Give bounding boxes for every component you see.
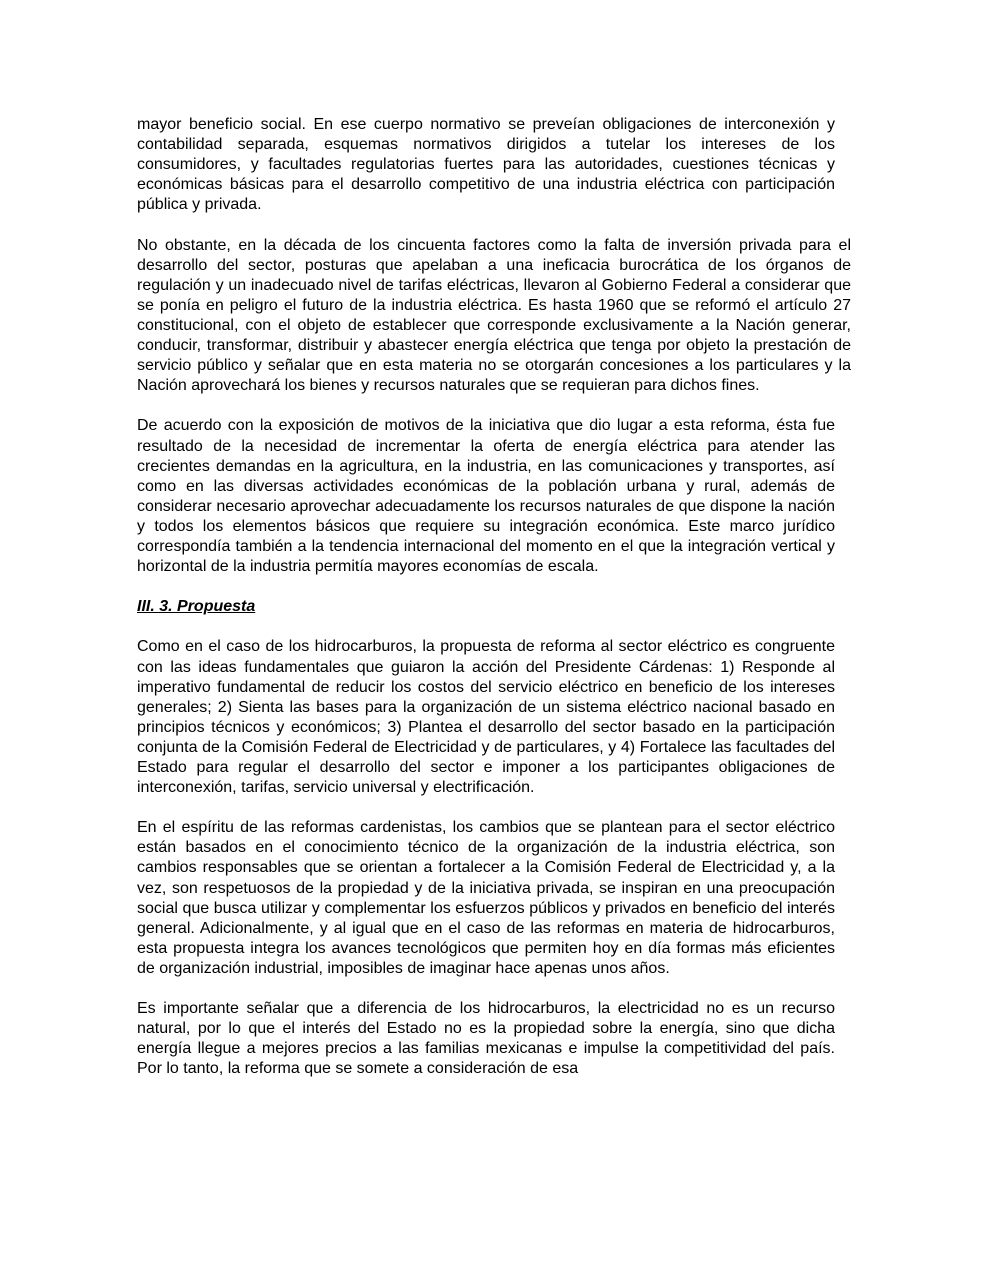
paragraph-electricidad: Es importante señalar que a diferencia de los hidrocarburos, la electricidad no es un recurso natural, por lo que el interés del Estado no es la propiedad sobre la energía, sino que dicha energía llegue a mejores precios a las familias mexicanas e impulse la competitividad del país. Por lo tanto, la reforma que se somete a consideración de esa	[137, 1000, 835, 1078]
paragraph-exposicion-motivos: De acuerdo con la exposición de motivos de la iniciativa que dio lugar a esta reforma, ésta fue resultado de la necesidad de incrementar la oferta de energía eléctrica para atender las crecientes demandas en la agricultura, en la industria, en las comunicaciones y transportes, así como en las diversas actividades económicas de la población urbana y rural, además de considerar necesario aprovechar adecuadamente los recursos naturales de que dispone la nación y todos los elementos básicos que requiere su integración económica. Este marco jurídico correspondía también a la tendencia internacional del momento en el que la integración vertical y horizontal de la industria permitía mayores economías de escala.	[137, 417, 835, 576]
paragraph-no-obstante: No obstante, en la década de los cincuenta factores como la falta de inversión privada para el desarrollo del sector, posturas que apelaban a una ineficacia burocrática de los órganos de regulación y un inadecuado nivel de tarifas eléctricas, llevaron al Gobierno Federal a considerar que se ponía en peligro el futuro de la industria eléctrica. Es hasta 1960 que se reformó el artículo 27 constitucional, con el objeto de establecer que corresponde exclusivamente a la Nación generar, conducir, transformar, distribuir y abastecer energía eléctrica que tenga por objeto la prestación de servicio público y señalar que en esta materia no se otorgarán concesiones a los particulares y la Nación aprovechará los bienes y recursos naturales que se requieran para dichos fines.	[137, 236, 851, 395]
paragraph-hidrocarburos: Como en el caso de los hidrocarburos, la propuesta de reforma al sector eléctrico es congruente con las ideas fundamentales que guiaron la acción del Presidente Cárdenas: 1) Responde al imperativo fundamental de reducir los costos del servicio eléctrico en beneficio de los intereses generales; 2) Sienta las bases para la organización de un sistema eléctrico nacional basado en principios técnicos y económicos; 3) Plantea el desarrollo del sector basado en la participación conjunta de la Comisión Federal de Electricidad y de particulares, y 4) Fortalece las facultades del Estado para regular el desarrollo del sector e imponer a los participantes obligaciones de interconexión, tarifas, servicio universal y electrificación.	[137, 638, 835, 797]
section-heading-propuesta: III. 3. Propuesta	[137, 598, 256, 616]
paragraph-beneficio-social: mayor beneficio social. En ese cuerpo normativo se preveían obligaciones de interconexión y contabilidad separada, esquemas normativos dirigidos a tutelar los intereses de los consumidores, y facultades regulatorias fuertes para las autoridades, cuestiones técnicas y económicas básicas para el desarrollo competitivo de una industria eléctrica con participación pública y privada.	[137, 116, 835, 214]
document-body	[137, 115, 851, 1100]
paragraph-reformas-cardenistas: En el espíritu de las reformas cardenistas, los cambios que se plantean para el sector eléctrico están basados en el conocimiento técnico de la organización de la industria eléctrica, son cambios responsables que se orientan a fortalecer a la Comisión Federal de Electricidad y, a la vez, son respetuosos de la propiedad y de la iniciativa privada, se inspiran en una preocupación social que busca utilizar y complementar los esfuerzos públicos y privados en beneficio del interés general. Adicionalmente, y al igual que en el caso de las reformas en materia de hidrocarburos, esta propuesta integra los avances tecnológicos que permiten hoy en día formas más eficientes de organización industrial, imposibles de imaginar hace apenas unos años.	[137, 819, 835, 977]
